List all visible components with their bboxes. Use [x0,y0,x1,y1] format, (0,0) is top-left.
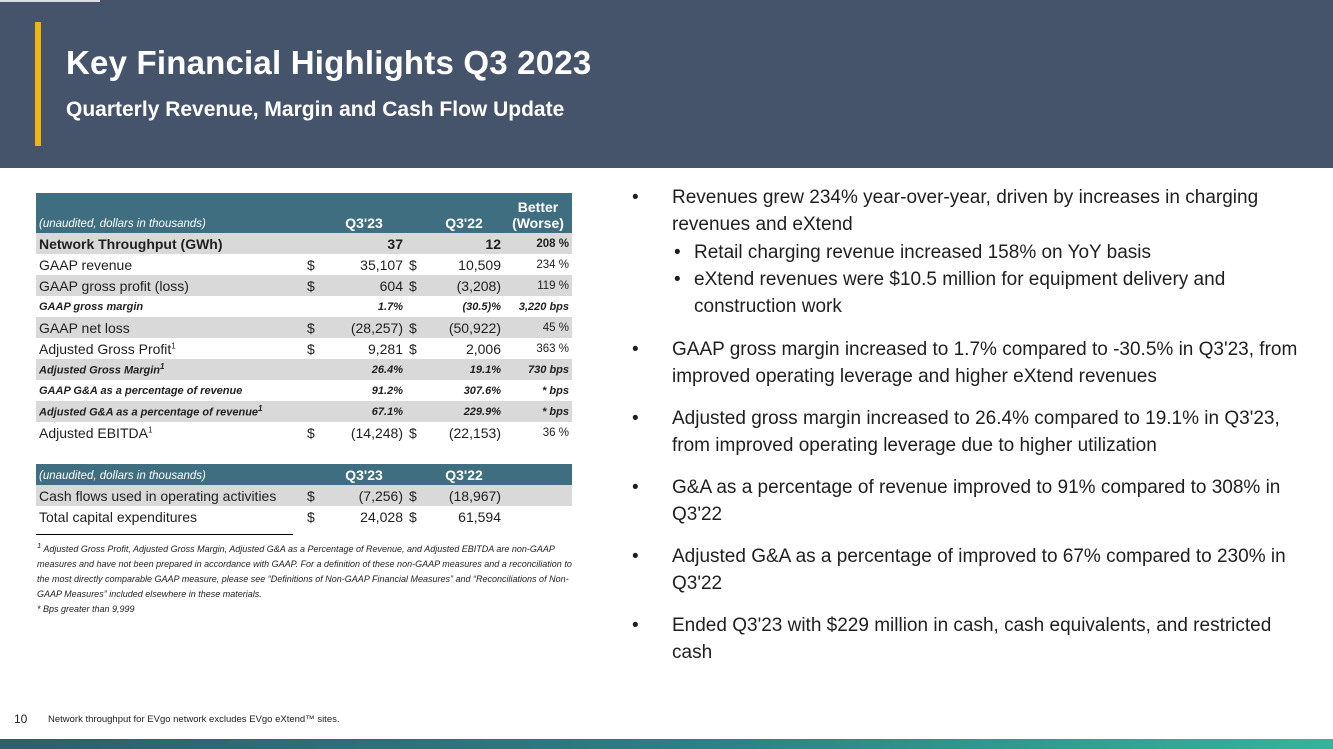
value-change [504,401,572,422]
footnote [37,538,572,617]
currency-symbol: $ [307,508,315,525]
currency-symbol [406,380,424,401]
value-change [504,380,572,401]
value-change-text: * bps [542,405,569,418]
financial-table [36,193,572,443]
currency-symbol [406,359,424,380]
col-q3-23: Q3'23 [322,464,406,485]
value-change-text: 36 % [542,426,569,439]
list-item: • Adjusted G&A as a percentage of improved to 67% compared to 230% in Q3'22 [632,543,1302,597]
value-q3-22-text: 10,509 [458,256,501,273]
value-q3-23-text: 9,281 [367,340,403,357]
col-q3-23: Q3'23 [322,193,406,233]
value-q3-22 [424,296,504,317]
row-label [36,380,304,401]
value-q3-22: 61,594 [458,508,501,525]
table-row [36,275,572,296]
row-label [36,359,304,380]
currency-symbol [304,296,322,317]
table-row [36,380,572,401]
footnote-marker: 1 [160,362,165,372]
table-row [36,317,572,338]
table-header-label: (unaudited, dollars in thousands) [36,464,304,485]
page-note: Network throughput for EVgo network excludes EVgo eXtend™ sites. [48,714,340,725]
currency-symbol [406,233,424,254]
sub-list [632,239,1302,320]
table-row [36,422,572,443]
value-q3-22-text: (30.5)% [462,300,501,313]
row-label [36,254,304,275]
row-label-text: GAAP revenue [39,256,133,273]
currency-symbol [304,317,322,338]
currency-symbol-text: $ [409,256,417,273]
value-change-text: 3,220 bps [518,300,569,313]
list-item: • G&A as a percentage of revenue improved to 91% compared to 308% in Q3'22 [632,474,1302,528]
value-change [504,338,572,359]
value-q3-23 [322,422,406,443]
value-change-text: 363 % [536,342,569,355]
list-item: • GAAP gross margin increased to 1.7% compared to -30.5% in Q3'23, from improved operating leverage and higher eXtend revenues [632,336,1302,390]
value-q3-23 [322,380,406,401]
row-label [36,401,304,422]
currency-symbol-text: $ [409,319,417,336]
list-item: • Retail charging revenue increased 158% on YoY basis [674,239,1302,266]
value-change [504,359,572,380]
row-label: Total capital expenditures [39,508,197,525]
value-q3-23-text: (14,248) [350,424,403,441]
row-label-text: GAAP gross profit (loss) [39,277,189,294]
value-q3-22 [424,317,504,338]
value-q3-22-text: 12 [485,235,501,252]
table-row [36,359,572,380]
value-q3-22-text: 229.9% [463,405,501,418]
value-change [504,275,572,296]
value-q3-22 [424,338,504,359]
row-label-text: Adjusted EBITDA [39,424,148,441]
currency-symbol [304,233,322,254]
footnote-marker: 1 [171,340,176,350]
currency-symbol-text: $ [409,277,417,294]
currency-symbol-text: $ [307,277,315,294]
row-label-text: Network Throughput (GWh) [39,235,223,252]
row-label [36,338,304,359]
value-q3-23 [322,401,406,422]
footnote-marker: 1 [37,541,42,550]
value-q3-23-text: 604 [379,277,403,294]
currency-symbol-text: $ [409,424,417,441]
row-label [36,296,304,317]
footnote-text: Adjusted Gross Profit, Adjusted Gross Margin, Adjusted G&A as a Percentage of Revenue, and Adjusted EBITDA are non-GAAP measures and have not been prepared in accordance with GAAP. For a definition of these non-GAAP measures and a reconciliation to the most directly comparable GAAP measure, please see “Definitions of Non-GAAP Financial Measures” and “Reconciliations of Non-GAAP Measures” included elsewhere in these materials. [37,544,572,599]
currency-symbol [304,254,322,275]
col-q3-22: Q3'22 [424,193,504,233]
value-q3-23 [322,338,406,359]
col-better: Better [517,199,559,215]
value-change [504,254,572,275]
col-q3-22: Q3'22 [424,464,504,485]
row-label [36,233,304,254]
currency-symbol [406,296,424,317]
value-q3-22 [424,275,504,296]
currency-symbol-text: $ [307,424,315,441]
value-q3-22 [424,254,504,275]
bps-note: * Bps greater than 9,999 [37,604,135,614]
value-q3-23-text: (28,257) [350,319,403,336]
list-item: • Ended Q3'23 with $229 million in cash, cash equivalents, and restricted cash [632,612,1302,666]
value-q3-23 [322,296,406,317]
table-row [36,296,572,317]
currency-symbol [304,275,322,296]
value-q3-22-text: (22,153) [448,424,501,441]
empty-cell [504,485,572,506]
value-q3-22-text: (50,922) [448,319,501,336]
currency-symbol [304,380,322,401]
currency-symbol [406,338,424,359]
row-label-text: Adjusted Gross Margin [39,364,161,377]
value-q3-22-text: 2,006 [465,340,501,357]
page-title: Key Financial Highlights Q3 2023 [66,44,592,81]
table-header-label: (unaudited, dollars in thousands) [36,193,304,233]
value-change [504,296,572,317]
value-q3-22-text: 19.1% [469,363,501,376]
accent-bar [35,22,41,146]
list-item: • Revenues grew 234% year-over-year, driven by increases in charging revenues and eXtend [632,184,1302,238]
footnote-marker: 1 [147,424,153,434]
currency-symbol [406,317,424,338]
value-change-text: 234 % [536,258,569,271]
value-change-text: * bps [542,384,569,397]
value-q3-22-text: (3,208) [456,277,501,294]
value-q3-23 [322,254,406,275]
footnote-divider [36,534,293,535]
table-row [36,233,572,254]
table-row [36,401,572,422]
bottom-gradient-bar [0,739,1333,749]
currency-symbol-text: $ [307,319,315,336]
list-item: • Adjusted gross margin increased to 26.4% compared to 19.1% in Q3'23, from improved operating leverage due to higher utilization [632,405,1302,459]
value-q3-23 [322,233,406,254]
value-q3-22 [424,422,504,443]
currency-symbol [304,338,322,359]
row-label [36,275,304,296]
value-q3-23 [322,317,406,338]
currency-symbol: $ [406,485,424,506]
value-q3-23-text: 35,107 [360,256,403,273]
header-banner [0,0,1333,168]
value-change-text: 208 % [536,237,569,250]
value-q3-22 [424,359,504,380]
value-q3-22 [424,380,504,401]
value-q3-23: (7,256) [322,485,406,506]
currency-symbol [406,422,424,443]
value-q3-22: (18,967) [424,485,504,506]
value-q3-22 [424,401,504,422]
col-worse: (Worse) [512,215,564,231]
value-q3-23-text: 37 [387,235,403,252]
value-q3-23: 24,028 [360,508,403,525]
currency-symbol [406,401,424,422]
row-label [36,317,304,338]
table-row [36,506,572,527]
currency-symbol [304,359,322,380]
footnote-marker: 1 [258,404,263,414]
value-change [504,233,572,254]
value-q3-22 [424,233,504,254]
row-label-text: GAAP gross margin [39,300,144,313]
value-change [504,422,572,443]
col-better-worse [504,193,572,233]
currency-symbol: $ [409,508,417,525]
row-label-text: GAAP net loss [39,319,130,336]
row-label: Cash flows used in operating activities [36,485,304,506]
list-item: • eXtend revenues were $10.5 million for equipment delivery and construction work [674,266,1302,320]
currency-symbol-text: $ [307,340,315,357]
value-change-text: 45 % [542,321,569,334]
value-change [504,317,572,338]
empty-cell [504,506,572,527]
table-row [36,485,572,506]
table-header-row [36,193,572,233]
currency-symbol [406,275,424,296]
row-label-text: GAAP G&A as a percentage of revenue [39,384,243,397]
row-label-text: Adjusted G&A as a percentage of revenue [39,406,259,419]
table-row [36,254,572,275]
currency-symbol [304,422,322,443]
row-label-text: Adjusted Gross Profit [39,340,172,357]
value-q3-23 [322,275,406,296]
highlights-list [632,184,1302,681]
value-q3-23-text: 91.2% [371,384,403,397]
value-q3-22-text: 307.6% [463,384,501,397]
table-row [36,338,572,359]
page-subtitle: Quarterly Revenue, Margin and Cash Flow Update [66,98,565,121]
cash-flow-table [36,464,572,527]
page-number: 10 [14,712,28,726]
table-header-row [36,464,572,485]
value-q3-23 [322,359,406,380]
currency-symbol-text: $ [307,256,315,273]
currency-symbol: $ [304,485,322,506]
header-top-line [0,0,100,2]
value-q3-23-text: 26.4% [371,363,403,376]
currency-symbol-text: $ [409,340,417,357]
currency-symbol [304,401,322,422]
value-q3-23-text: 1.7% [377,300,403,313]
value-q3-23-text: 67.1% [371,405,403,418]
row-label [36,422,304,443]
value-change-text: 119 % [537,279,569,292]
currency-symbol [406,254,424,275]
value-change-text: 730 bps [528,363,569,376]
